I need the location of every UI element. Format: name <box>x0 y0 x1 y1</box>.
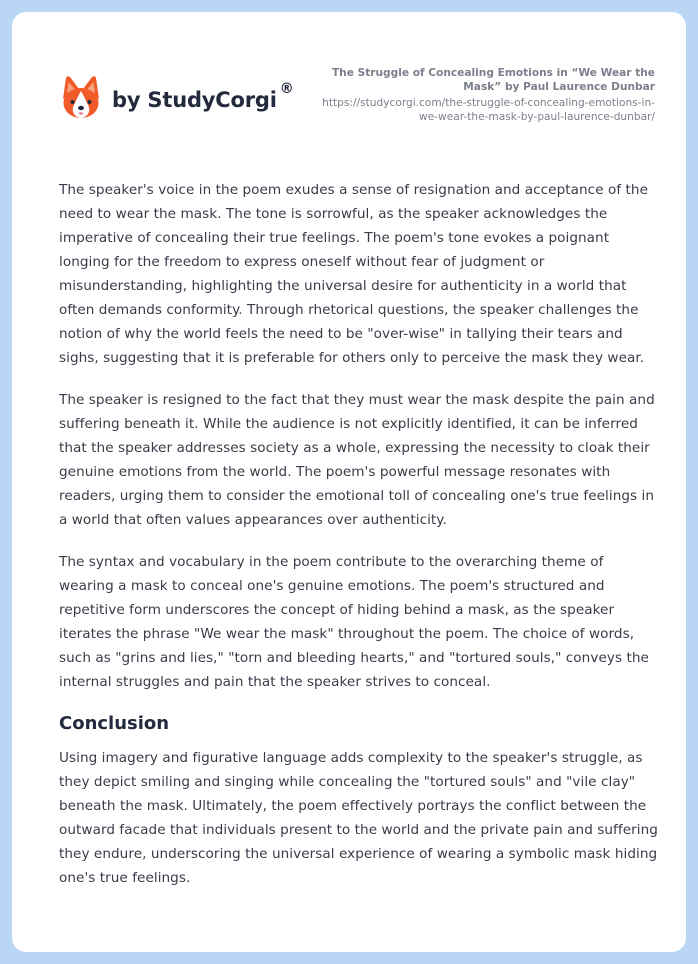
document-title: The Struggle of Concealing Emotions in “We Wear the Mask” by Paul Laurence Dunbar <box>331 67 655 93</box>
body-paragraph-1: The speaker's voice in the poem exudes a sense of resignation and acceptance of the need to wear the mask. The tone is sorrowful, as the speaker acknowledges the imperative of concealing their true feelings. The poem's tone evokes a poignant longing for the freedom to express oneself without fear of judgment or misunderstanding, highlighting the universal desire for authenticity in a world that often demands conformity. Through rhetorical questions, the speaker challenges the notion of why the world feels the need to be "over-wise" in tallying their tears and sighs, suggesting that it is preferable for others only to perceive the mask they wear. <box>59 182 649 366</box>
document-body <box>59 178 659 908</box>
logo-text: by StudyCorgi <box>112 88 277 112</box>
document-meta <box>315 66 655 124</box>
body-paragraph-2: The speaker is resigned to the fact that they must wear the mask despite the pain and suffering beneath it. While the audience is not explicitly identified, it can be inferred that the speaker addresses society as a whole, expressing the necessity to cloak their genuine emotions from the world. The poem's powerful message resonates with readers, urging them to consider the emotional toll of concealing one's true feelings in a world that often values appearances over authenticity. <box>59 392 655 528</box>
corgi-logo-icon <box>60 74 102 122</box>
document-url[interactable]: https://studycorgi.com/the-struggle-of-concealing-emotions-in-we-wear-the-mask-by-paul-laurence-dunbar/ <box>322 97 655 123</box>
conclusion-heading: Conclusion <box>59 713 170 734</box>
document-page <box>12 12 686 952</box>
registered-mark: ® <box>279 81 294 97</box>
page-header <box>12 12 686 152</box>
body-paragraph-3: The syntax and vocabulary in the poem contribute to the overarching theme of wearing a mask to conceal one's genuine emotions. The poem's structured and repetitive form underscores the concept of hiding behind a mask, as the speaker iterates the phrase "We wear the mask" throughout the poem. The choice of words, such as "grins and lies," "torn and bleeding hearts," and "tortured souls," conveys the internal struggles and pain that the speaker strives to conceal. <box>59 554 649 690</box>
conclusion-paragraph: Using imagery and figurative language adds complexity to the speaker's struggle, as they depict smiling and singing while concealing the "tortured souls" and "vile clay" beneath the mask. Ultimately, the poem effectively portrays the conflict between the outward facade that individuals present to the world and the private pain and suffering they endure, underscoring the universal experience of wearing a symbolic mask hiding one's true feelings. <box>59 750 658 886</box>
studycorgi-logo[interactable] <box>60 74 294 122</box>
